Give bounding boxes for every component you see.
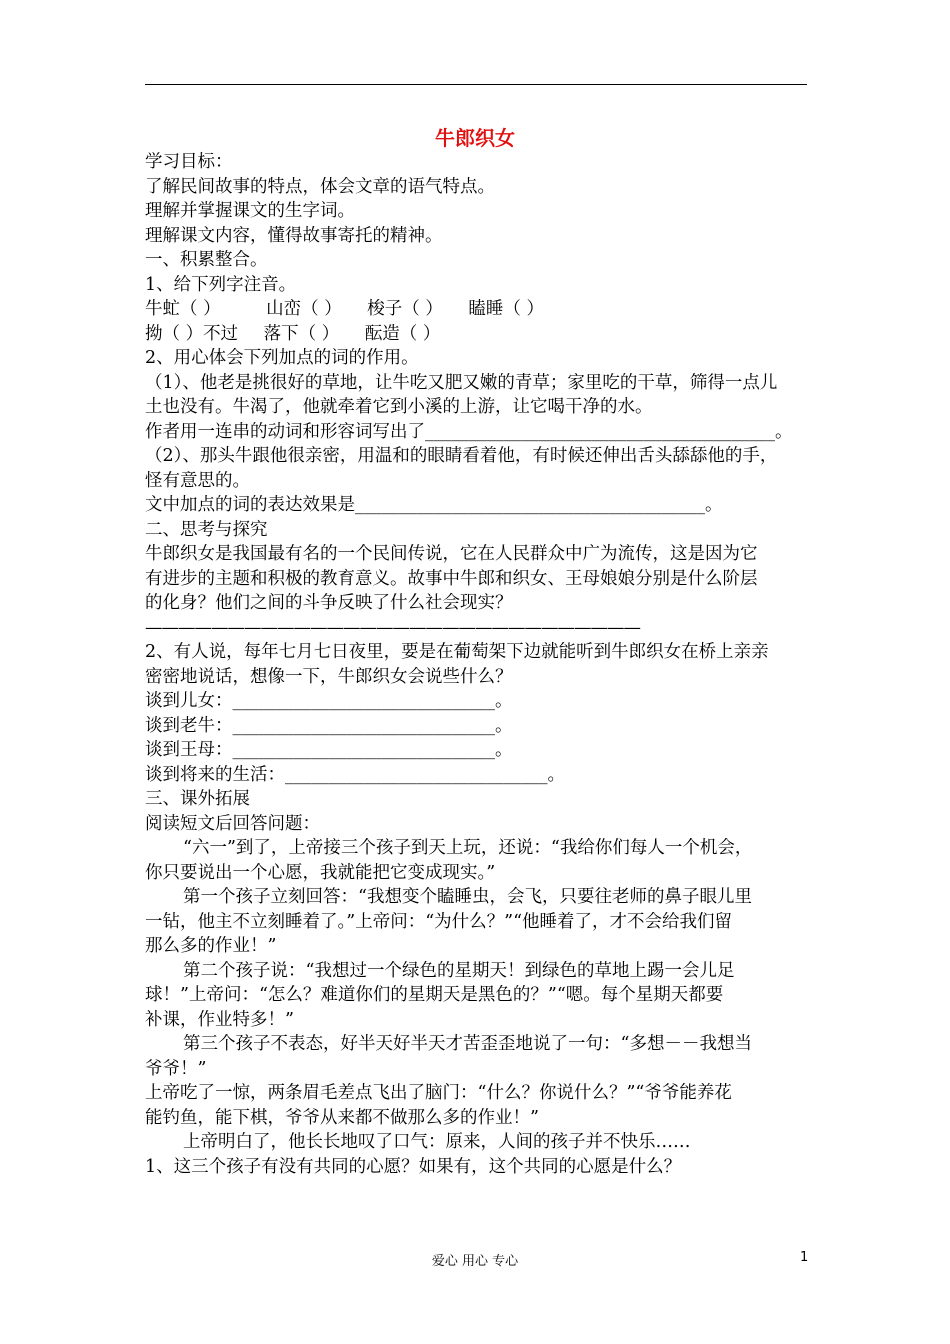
paragraph-line: 有进步的主题和积极的教育意义。故事中牛郎和织女、王母娘娘分别是什么阶层 (145, 568, 758, 589)
header-rule (145, 84, 807, 85)
answer-dash-line: —————————————————————————————— (145, 617, 640, 638)
instruction-line: 阅读短文后回答问题： (145, 813, 320, 834)
answer-line: 谈到王母：______________________________。 (145, 740, 513, 760)
story-line: 能钓鱼，能下棋，爷爷从来都不做那么多的作业！” (145, 1107, 539, 1128)
pinyin-item: 拗（ ）不过 (145, 323, 239, 344)
answer-line: 谈到儿女：______________________________。 (145, 691, 513, 711)
story-line: 上帝明白了，他长长地叹了口气：原来，人间的孩子并不快乐…… (183, 1132, 691, 1152)
text-line: 理解并掌握课文的生字词。 (145, 201, 355, 221)
story-line: 上帝吃了一惊，两条眉毛差点飞出了脑门：“什么？你说什么？”“爷爷能养花 (145, 1083, 732, 1103)
page-title: 牛郎织女 (435, 126, 515, 150)
story-line: 球！”上帝问：“怎么？难道你们的星期天是黑色的？”“嗯。每个星期天都要 (145, 985, 724, 1005)
text-line: 学习目标： (145, 152, 233, 172)
pinyin-item: 瞌睡（ ） (468, 299, 544, 319)
story-line: “六一”到了，上帝接三个孩子到天上玩，还说：“我给你们每人一个机会， (183, 838, 753, 858)
passage-line: （2）、那头牛跟他很亲密，用温和的眼睛看着他，有时候还伸出舌头舔舔他的手， (145, 446, 778, 466)
pinyin-item: 酝造（ ） (364, 323, 441, 344)
section-heading: 一、积累整合。 (145, 250, 268, 270)
passage-line: （1）、他老是挑很好的草地，让牛吃又肥又嫩的青草；家里吃的干草，筛得一点儿 (145, 372, 778, 393)
paragraph-line: 牛郎织女是我国最有名的一个民间传说，它在人民群众中广为流传，这是因为它 (145, 544, 758, 564)
pinyin-item: 落下（ ） (263, 323, 340, 344)
question-heading: 1、给下列字注音。 (145, 274, 297, 295)
question-heading: 2、用心体会下列加点的词的作用。 (145, 348, 419, 368)
answer-line: 文中加点的词的表达效果是________________________________________。 (145, 495, 723, 515)
footer-motto: 爱心 用心 专心 (431, 1254, 519, 1269)
pinyin-item: 梭子（ ） (367, 299, 443, 319)
text-line: 了解民间故事的特点，体会文章的语气特点。 (145, 176, 495, 197)
story-line: 一钻，他主不立刻睡着了。”上帝问：“为什么？”“他睡着了，才不会给我们留 (145, 911, 733, 932)
answer-line: 谈到将来的生活：______________________________。 (145, 764, 565, 785)
story-line: 爷爷！” (145, 1058, 207, 1079)
paragraph-line: 2、有人说，每年七月七日夜里，要是在葡萄架下边就能听到牛郎织女在桥上亲亲 (145, 642, 769, 662)
story-line: 第二个孩子说：“我想过一个绿色的星期天！到绿色的草地上踢一会儿足 (183, 960, 735, 981)
pinyin-row-1 (145, 297, 810, 322)
passage-line: 怪有意思的。 (145, 470, 250, 491)
document-body (145, 150, 810, 1179)
section-heading: 三、课外拓展 (145, 789, 250, 809)
page-number: 1 (800, 1250, 809, 1265)
answer-line: 作者用一连串的动词和形容词写出了________________________________________。 (145, 421, 793, 442)
story-line: 你只要说出一个心愿，我就能把它变成现实。” (145, 862, 496, 883)
text-line: 理解课文内容，懂得故事寄托的精神。 (145, 225, 443, 246)
story-line: 补课，作业特多！” (145, 1009, 294, 1030)
story-line: 第一个孩子立刻回答：“我想变个瞌睡虫，会飞，只要往老师的鼻子眼儿里 (183, 887, 752, 907)
answer-line: 谈到老牛：______________________________。 (145, 715, 513, 736)
pinyin-item: 山峦（ ） (266, 299, 342, 319)
question-line: 1、这三个孩子有没有共同的心愿？如果有，这个共同的心愿是什么？ (145, 1156, 682, 1177)
passage-line: 土也没有。牛渴了，他就牵着它到小溪的上游，让它喝干净的水。 (145, 397, 653, 417)
paragraph-line: 的化身？他们之间的斗争反映了什么社会现实？ (145, 593, 513, 613)
section-heading: 二、思考与探究 (145, 519, 268, 540)
paragraph-line: 密密地说话，想像一下，牛郎织女会说些什么？ (145, 666, 513, 687)
story-line: 那么多的作业！” (145, 936, 277, 956)
story-line: 第三个孩子不表态，好半天好半天才苦歪歪地说了一句：“多想－－我想当 (183, 1034, 752, 1054)
pinyin-row-2 (145, 322, 810, 347)
pinyin-item: 牛虻（ ） (145, 299, 221, 319)
